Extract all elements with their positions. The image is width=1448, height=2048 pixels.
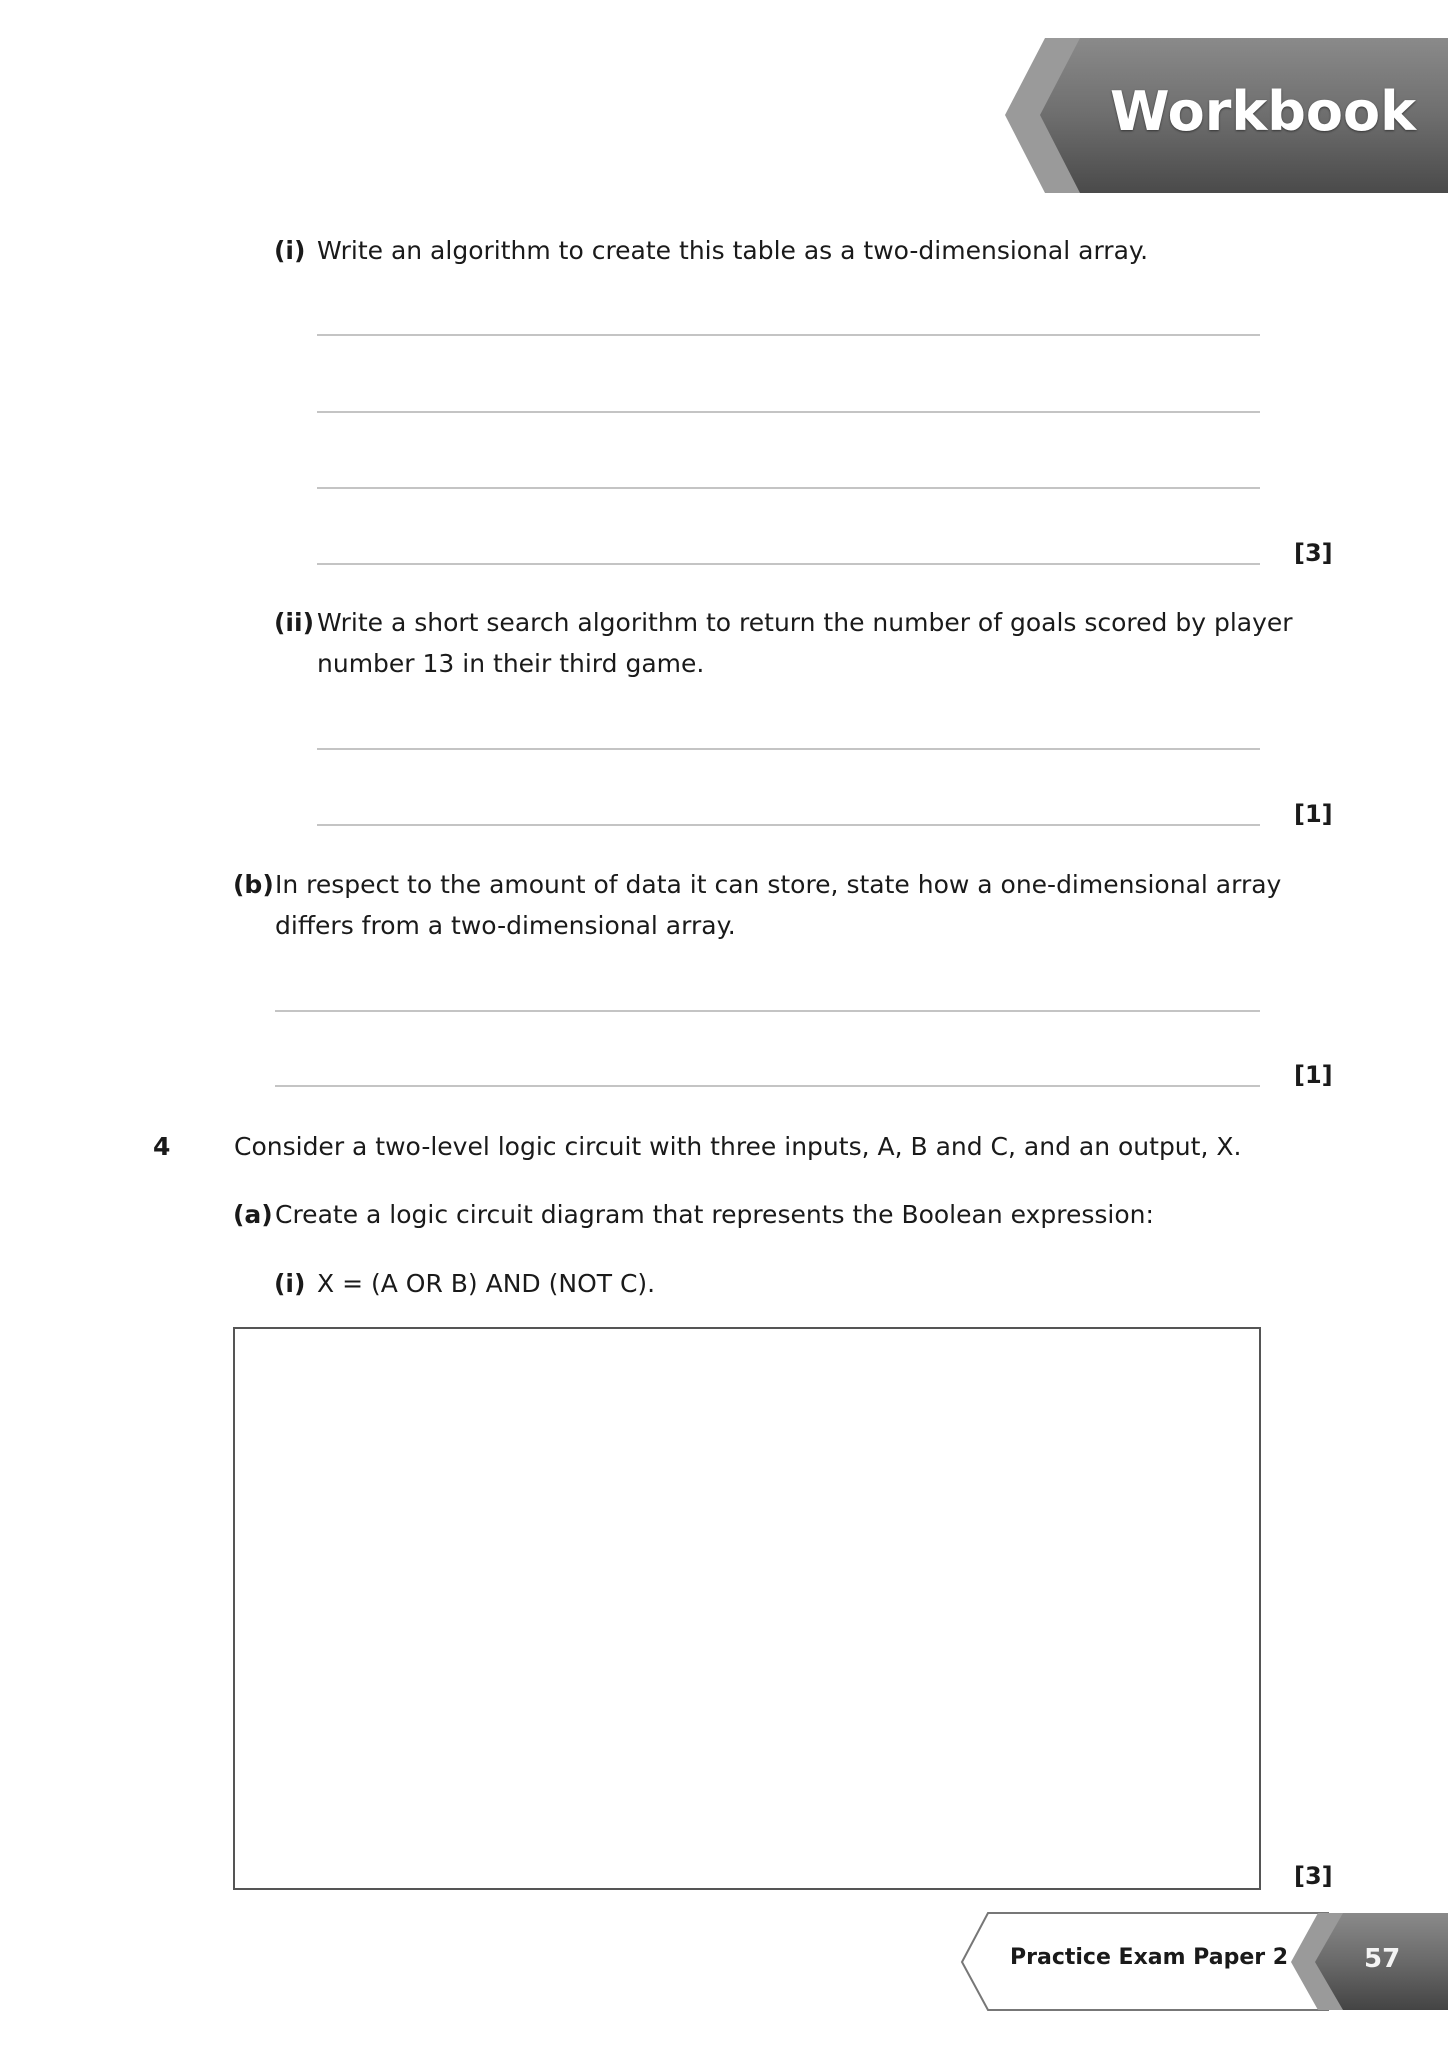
question-label: (ii) [274, 608, 314, 637]
question-label: (a) [233, 1200, 273, 1229]
question-text: Write a short search algorithm to return the number of goals scored by player [317, 608, 1293, 637]
answer-line[interactable] [317, 748, 1260, 750]
answer-line[interactable] [275, 1085, 1260, 1087]
answer-line[interactable] [275, 1010, 1260, 1012]
answer-line[interactable] [317, 411, 1260, 413]
question-text: Consider a two-level logic circuit with three inputs, A, B and C, and an output, X. [234, 1132, 1242, 1161]
answer-line[interactable] [317, 334, 1260, 336]
page-number: 57 [1364, 1944, 1401, 1974]
question-label: (b) [233, 870, 274, 899]
question-text: differs from a two-dimensional array. [275, 911, 736, 940]
question-text: number 13 in their third game. [317, 649, 705, 678]
question-label: (i) [274, 1269, 306, 1298]
question-text: Write an algorithm to create this table as a two-dimensional array. [317, 236, 1149, 265]
answer-line[interactable] [317, 824, 1260, 826]
question-text: X = (A OR B) AND (NOT C). [317, 1269, 656, 1298]
question-text: Create a logic circuit diagram that represents the Boolean expression: [275, 1200, 1154, 1229]
marks: [1] [1294, 800, 1333, 828]
workbook-title: Workbook [1110, 80, 1417, 143]
question-text: In respect to the amount of data it can store, state how a one-dimensional array [275, 870, 1282, 899]
diagram-answer-box[interactable] [233, 1327, 1261, 1890]
answer-line[interactable] [317, 563, 1260, 565]
question-number: 4 [153, 1132, 171, 1161]
marks: [1] [1294, 1061, 1333, 1089]
marks: [3] [1294, 1862, 1333, 1890]
footer-section-title: Practice Exam Paper 2 [1010, 1945, 1289, 1970]
marks: [3] [1294, 539, 1333, 567]
answer-line[interactable] [317, 487, 1260, 489]
question-label: (i) [274, 236, 306, 265]
